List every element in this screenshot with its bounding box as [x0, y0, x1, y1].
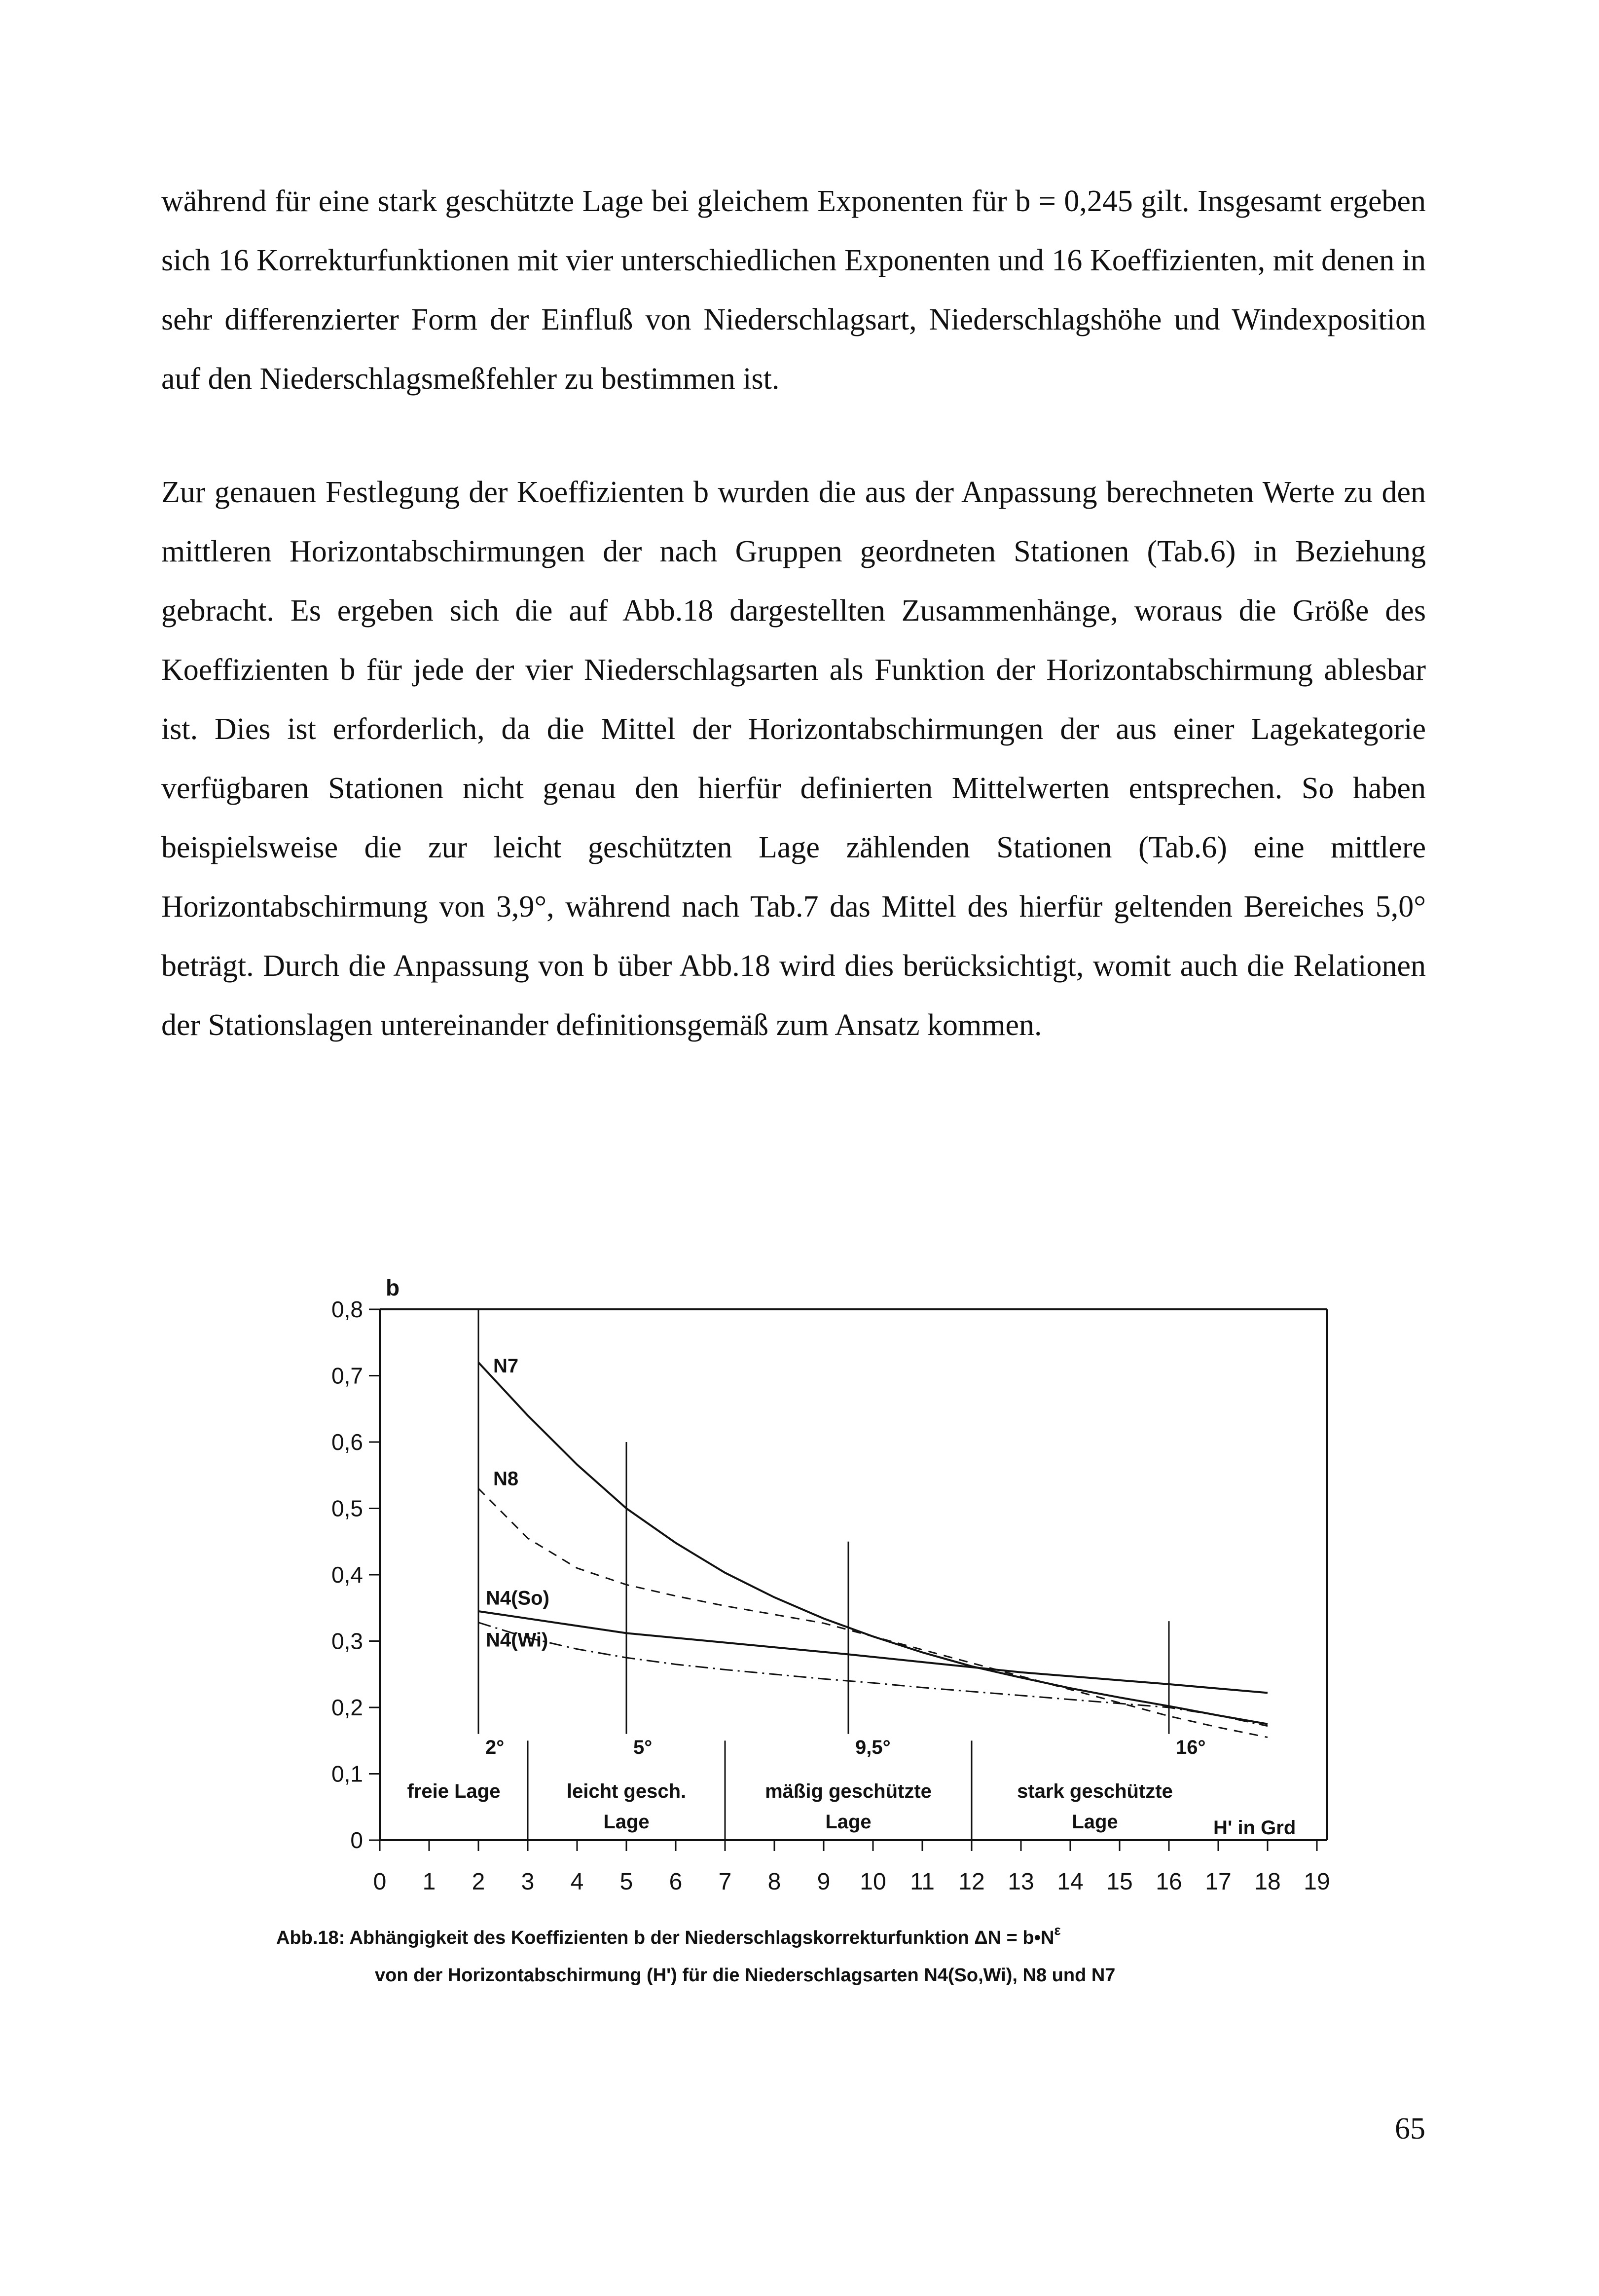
x-tick-label: 3 — [521, 1869, 535, 1895]
chart-series — [478, 1355, 1268, 1738]
zone-label: leicht gesch. — [566, 1780, 687, 1802]
y-tick-label: 0,3 — [331, 1628, 363, 1654]
x-tick-label: 16 — [1156, 1869, 1182, 1895]
x-tick-label: 9 — [817, 1869, 831, 1895]
y-tick-label: 0,8 — [331, 1296, 363, 1322]
series-label: N8 — [493, 1468, 519, 1490]
y-tick-label: 0 — [350, 1827, 363, 1853]
y-tick-label: 0,7 — [331, 1363, 363, 1389]
body-paragraph: Zur genauen Festlegung der Koeffizienten b wurden die aus der Anpassung berechneten Werte zu den mittleren Horizontabschirmungen der nach Gruppen geordneten Stationen (Tab.6) in Beziehung gebracht. Es ergeben sich die auf Abb.18 dargestellten Zusammenhänge, woraus die Größe des Koeffizienten b für jede der vier Niederschlagsarten als Funktion der Horizontabschirmung ablesbar ist. Dies ist erforderlich, da die Mittel der Horizontabschirmungen der aus einer Lagekategorie verfügbaren Stationen nicht genau den hierfür definierten Mittelwerten entsprechen. So haben beispielsweise die zur leicht geschützten Lage zählenden Stationen (Tab.6) eine mittlere Horizontabschirmung von 3,9°, während nach Tab.7 das Mittel des hierfür geltenden Bereiches 5,0° beträgt. Durch die Anpassung von b über Abb.18 wird dies berücksichtigt, womit auch die Relationen der Stationslagen untereinander definitionsgemäß zum Ansatz kommen. — [161, 476, 1426, 1042]
zone-labels — [407, 1780, 1173, 1833]
y-tick-label: 0,6 — [331, 1429, 363, 1455]
marker-label: 9,5° — [855, 1737, 891, 1759]
y-tick-label: 0,4 — [331, 1562, 363, 1588]
zone-label: Lage — [1072, 1811, 1118, 1833]
x-tick-label: 11 — [910, 1869, 935, 1895]
x-tick-label: 4 — [570, 1869, 584, 1895]
y-axis-label: b — [386, 1275, 400, 1300]
marker-label: 5° — [633, 1737, 653, 1759]
y-tick-label: 0,1 — [331, 1761, 363, 1787]
x-tick-label: 0 — [373, 1869, 387, 1895]
caption-line-1 — [276, 1923, 1061, 1948]
x-tick-label: 17 — [1205, 1869, 1232, 1895]
y-tick-label: 0,5 — [331, 1495, 363, 1521]
x-tick-label: 13 — [1008, 1869, 1034, 1895]
marker-label: 2° — [485, 1737, 505, 1759]
caption-line-1-main: Abb.18: Abhängigkeit des Koeffizienten b der Niederschlagskorrekturfunktion ΔN = b•N — [276, 1927, 1054, 1948]
zone-label: Lage — [603, 1811, 650, 1833]
y-tick-label: 0,2 — [331, 1695, 363, 1720]
x-tick-label: 8 — [767, 1869, 781, 1895]
series-label: N7 — [493, 1355, 519, 1377]
caption-line-2: von der Horizontabschirmung (H') für die Niederschlagsarten N4(So,Wi), N8 und N7 — [375, 1965, 1116, 1986]
x-tick-label: 5 — [619, 1869, 633, 1895]
x-tick-label: 14 — [1057, 1869, 1084, 1895]
zone-label: freie Lage — [407, 1780, 501, 1802]
series-line-1 — [478, 1488, 1268, 1737]
marker-label: 16° — [1176, 1737, 1206, 1759]
series-label: N4(So) — [486, 1587, 549, 1609]
y-axis-ticks — [331, 1296, 380, 1853]
x-tick-label: 15 — [1106, 1869, 1133, 1895]
x-tick-label: 6 — [669, 1869, 683, 1895]
x-tick-label: 10 — [860, 1869, 886, 1895]
caption-line-1-superscript: ε — [1054, 1923, 1061, 1938]
x-tick-label: 12 — [958, 1869, 985, 1895]
series-line-0 — [478, 1363, 1268, 1724]
zone-label: Lage — [825, 1811, 872, 1833]
shielding-markers — [478, 1309, 1206, 1758]
series-line-2 — [478, 1611, 1268, 1693]
x-tick-label: 19 — [1304, 1869, 1330, 1895]
body-paragraph: während für eine stark geschützte Lage bei gleichem Exponenten für b = 0,245 gilt. Insgesamt ergeben sich 16 Korrekturfunktionen mit vier unterschiedlichen Exponenten und 16 Koeffizienten, mit denen in sehr differenzierter Form der Einfluß von Niederschlagsart, Niederschlagshöhe und Windexposition auf den Niederschlagsmeßfehler zu bestimmen ist. — [161, 185, 1426, 396]
x-tick-label: 7 — [718, 1869, 732, 1895]
x-tick-label: 1 — [422, 1869, 436, 1895]
x-axis-ticks — [373, 1840, 1330, 1895]
x-tick-label: 2 — [472, 1869, 485, 1895]
series-label: N4(Wi) — [486, 1629, 548, 1651]
x-tick-label: 18 — [1254, 1869, 1281, 1895]
plot-frame — [380, 1309, 1327, 1840]
x-axis-label: H' in Grd — [1213, 1817, 1296, 1839]
zone-label: mäßig geschützte — [765, 1780, 932, 1802]
page-number: 65 — [1395, 2112, 1425, 2146]
zone-label: stark geschützte — [1017, 1780, 1173, 1802]
